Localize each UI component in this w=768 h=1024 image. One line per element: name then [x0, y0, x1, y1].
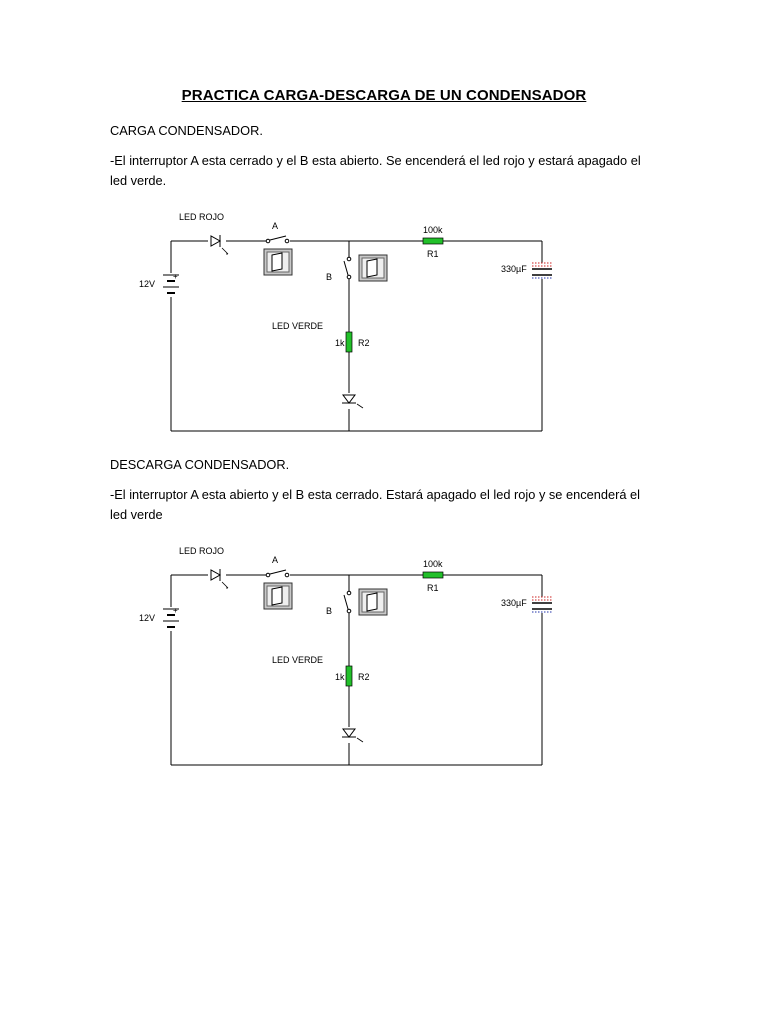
- switch-b-label: B: [326, 606, 333, 616]
- circuit-diagram-discharge: [130, 539, 560, 779]
- switch-b-toggle-icon[interactable]: [359, 255, 387, 281]
- led-verde-label: LED VERDE: [272, 321, 324, 331]
- r2-resistor-icon: [346, 666, 352, 686]
- r1-name: R1: [427, 583, 439, 593]
- switch-b-label: B: [326, 272, 333, 282]
- r1-resistor-icon: [423, 238, 443, 244]
- section2-text-line2: led verde: [110, 507, 163, 522]
- switch-b[interactable]: [344, 257, 351, 279]
- switch-a-toggle-icon[interactable]: [264, 583, 292, 609]
- led-rojo-icon: [211, 569, 228, 588]
- led-verde-label: LED VERDE: [272, 655, 324, 665]
- led-verde-icon: [342, 729, 363, 742]
- r2-value: 1k: [335, 672, 345, 682]
- switch-b-toggle-icon[interactable]: [359, 589, 387, 615]
- page-title: PRACTICA CARGA-DESCARGA DE UN CONDENSADOR: [181, 87, 587, 104]
- battery-label: 12V: [139, 613, 156, 623]
- switch-b[interactable]: [344, 591, 351, 613]
- capacitor-icon: [532, 263, 552, 278]
- section2-text-line1: -El interruptor A esta abierto y el B esta cerrado. Estará apagado el led rojo y se encenderá el: [110, 487, 640, 502]
- battery-icon: [163, 606, 179, 627]
- led-verde-icon: [342, 395, 363, 408]
- section1-text: [110, 151, 650, 191]
- r2-resistor-icon: [346, 332, 352, 352]
- capacitor-icon: [532, 597, 552, 612]
- r2-value: 1k: [335, 338, 345, 348]
- switch-a[interactable]: [266, 570, 289, 577]
- battery-icon: [163, 272, 179, 293]
- r2-name: R2: [358, 338, 370, 348]
- svg-text:+: +: [173, 606, 178, 615]
- r1-name: R1: [427, 249, 439, 259]
- switch-a-label: A: [272, 221, 279, 231]
- led-rojo-label: LED ROJO: [179, 212, 225, 222]
- battery-label: 12V: [139, 279, 156, 289]
- capacitor-label: 330µF: [501, 598, 527, 608]
- led-rojo-label: LED ROJO: [179, 546, 225, 556]
- section2-text: [110, 485, 650, 525]
- r2-name: R2: [358, 672, 370, 682]
- switch-a-label: A: [272, 555, 279, 565]
- r1-value: 100k: [423, 225, 443, 235]
- r1-value: 100k: [423, 559, 443, 569]
- section1-text-line1: -El interruptor A esta cerrado y el B esta abierto. Se encenderá el led rojo y estará apagado el: [110, 153, 641, 168]
- capacitor-label: 330µF: [501, 264, 527, 274]
- switch-a-toggle-icon[interactable]: [264, 249, 292, 275]
- led-rojo-icon: [211, 235, 228, 254]
- section1-text-line2: led verde.: [110, 173, 167, 188]
- r1-resistor-icon: [423, 572, 443, 578]
- section1-heading: CARGA CONDENSADOR.: [110, 123, 263, 138]
- circuit-diagram-charge: [130, 205, 560, 445]
- svg-text:+: +: [173, 272, 178, 281]
- switch-a[interactable]: [266, 236, 289, 243]
- section2-heading: DESCARGA CONDENSADOR.: [110, 457, 290, 472]
